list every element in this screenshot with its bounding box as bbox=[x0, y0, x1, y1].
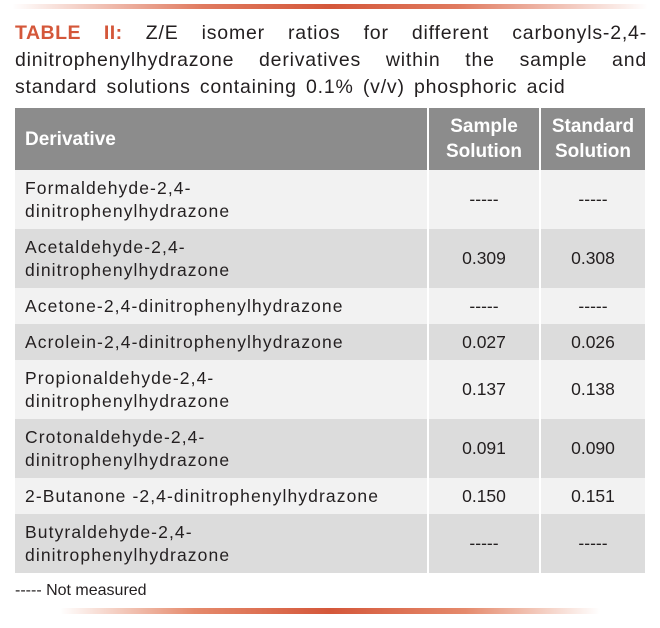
caption-text: Z/E isomer ratios for different carbonyls-2,4-dinitrophenylhydrazone derivatives within the sample and standard solutions containing 0.1% (v/v) phosphoric acid bbox=[15, 22, 647, 98]
cell-sample: 0.150 bbox=[428, 478, 540, 514]
cell-sample: 0.091 bbox=[428, 419, 540, 478]
cell-standard: ----- bbox=[540, 288, 645, 324]
table-caption bbox=[15, 20, 647, 101]
table-row bbox=[15, 170, 645, 229]
table-row bbox=[15, 514, 645, 573]
table-row bbox=[15, 360, 645, 419]
cell-derivative: Acrolein-2,4-dinitrophenylhydrazone bbox=[15, 324, 428, 360]
header-derivative: Derivative bbox=[15, 108, 428, 170]
cell-standard: 0.308 bbox=[540, 229, 645, 288]
table-label: TABLE II: bbox=[15, 22, 123, 44]
table-header-row bbox=[15, 108, 645, 170]
cell-sample: ----- bbox=[428, 514, 540, 573]
header-sample-solution: Sample Solution bbox=[428, 108, 540, 170]
cell-derivative: Butyraldehyde-2,4- dinitrophenylhydrazone bbox=[15, 514, 428, 573]
cell-standard: ----- bbox=[540, 170, 645, 229]
table-row bbox=[15, 419, 645, 478]
cell-standard: 0.090 bbox=[540, 419, 645, 478]
cell-standard: 0.151 bbox=[540, 478, 645, 514]
top-accent-rule bbox=[12, 4, 648, 9]
table-row bbox=[15, 229, 645, 288]
cell-sample: ----- bbox=[428, 170, 540, 229]
table-row bbox=[15, 324, 645, 360]
bottom-accent-rule bbox=[60, 608, 600, 614]
table-row bbox=[15, 478, 645, 514]
cell-derivative: Crotonaldehyde-2,4- dinitrophenylhydrazone bbox=[15, 419, 428, 478]
cell-derivative: Formaldehyde-2,4- dinitrophenylhydrazone bbox=[15, 170, 428, 229]
isomer-ratio-table bbox=[15, 108, 645, 573]
cell-sample: 0.309 bbox=[428, 229, 540, 288]
cell-derivative: 2-Butanone -2,4-dinitrophenylhydrazone bbox=[15, 478, 428, 514]
footnote: ----- Not measured bbox=[15, 582, 147, 599]
header-standard-solution: Standard Solution bbox=[540, 108, 645, 170]
cell-derivative: Acetone-2,4-dinitrophenylhydrazone bbox=[15, 288, 428, 324]
cell-sample: 0.137 bbox=[428, 360, 540, 419]
table-row bbox=[15, 288, 645, 324]
cell-sample: 0.027 bbox=[428, 324, 540, 360]
cell-derivative: Acetaldehyde-2,4- dinitrophenylhydrazone bbox=[15, 229, 428, 288]
cell-sample: ----- bbox=[428, 288, 540, 324]
cell-standard: ----- bbox=[540, 514, 645, 573]
cell-standard: 0.138 bbox=[540, 360, 645, 419]
cell-standard: 0.026 bbox=[540, 324, 645, 360]
cell-derivative: Propionaldehyde-2,4- dinitrophenylhydrazone bbox=[15, 360, 428, 419]
